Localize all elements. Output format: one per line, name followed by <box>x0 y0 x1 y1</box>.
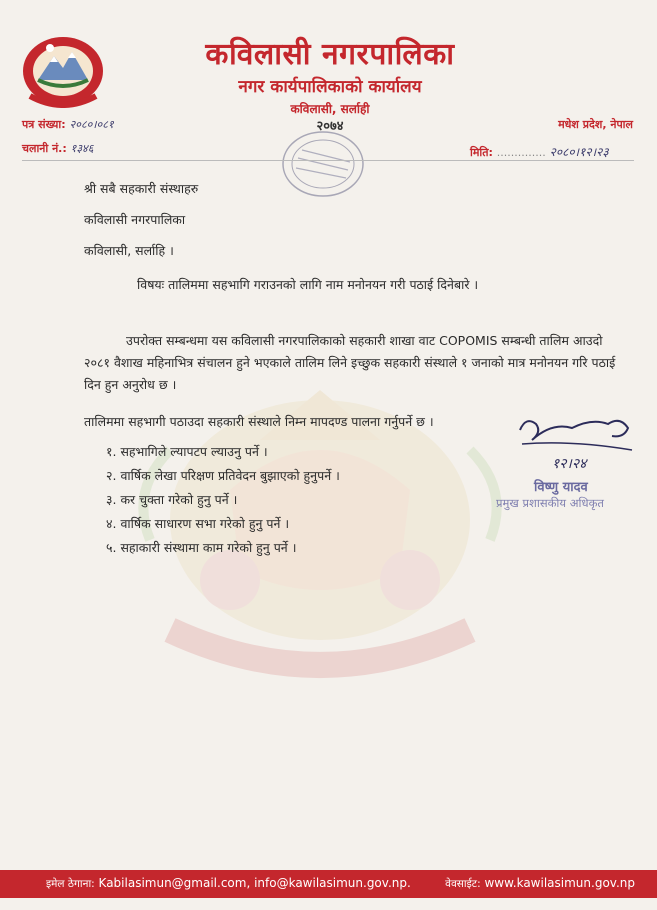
recipient-line-2: कविलासी नगरपालिका <box>84 212 186 227</box>
chalani-number <box>22 141 94 156</box>
date-dots: .............. <box>496 146 546 159</box>
header-divider <box>22 160 634 161</box>
chalani-label: चलानी नं.: <box>22 142 67 155</box>
office-name: नगर कार्यपालिकाको कार्यालय <box>238 77 422 97</box>
established-year: २०७४ <box>316 119 344 134</box>
subject-line: विषयः तालिममा सहभागि गराउनको लागि नाम मनोनयन गरी पठाई दिनेबारे । <box>137 277 479 292</box>
svg-text:१२।२४: १२।२४ <box>552 456 587 472</box>
chalani-value: १३४६ <box>70 142 94 155</box>
date-label: मिति: <box>470 146 493 159</box>
criteria-item: १. सहभागिले ल्यापटप ल्याउनु पर्ने । <box>106 444 268 459</box>
footer-email <box>46 876 411 891</box>
province-country: मधेश प्रदेश, नेपाल <box>558 118 633 131</box>
signer-title: प्रमुख प्रशासकीय अधिकृत <box>496 496 604 510</box>
patra-label: पत्र संख्या: <box>22 118 66 131</box>
municipality-logo <box>20 34 106 108</box>
footer-bar <box>0 870 657 898</box>
recipient-line-3: कविलासी, सर्लाहि । <box>84 243 174 258</box>
body-paragraph-1: उपरोक्त सम्बन्धमा यस कविलासी नगरपालिकाको सहकारी शाखा वाट COPOMIS सम्बन्धी तालिम आउदो २०८१ वैशाख महिनाभित्र संचालन हुने भएकाले तालिम लिने इच्छुक सहकारी संस्थाले १ जनाको मात्र मनोनयन गरि पठाई दिन हुन अनुरोध छ । <box>84 333 616 392</box>
date-value: २०८०।१२।२३ <box>549 145 609 159</box>
email-label: इमेल ठेगाना: <box>46 878 95 890</box>
email-value[interactable]: Kabilasimun@gmail.com, info@kawilasimun.gov.np. <box>98 876 411 890</box>
criteria-item: २. वार्षिक लेखा परिक्षण प्रतिवेदन बुझाएको हुनुपर्ने । <box>106 468 340 483</box>
patra-value: २०८०।०८१ <box>69 118 114 131</box>
locality: कविलासी, सर्लाही <box>290 102 370 116</box>
handwritten-signature <box>512 410 642 474</box>
org-name: कविलासी नगरपालिका <box>205 37 455 72</box>
criteria-item: ४. वार्षिक साधारण सभा गरेको हुनु पर्ने । <box>106 516 290 531</box>
footer-website <box>445 876 635 891</box>
body-paragraph-2: तालिममा सहभागी पठाउदा सहकारी संस्थाले निम्न मापदण्ड पालना गर्नुपर्ने छ । <box>84 414 434 429</box>
website-value[interactable]: www.kawilasimun.gov.np <box>484 876 635 890</box>
website-label: वेवसाईट: <box>445 878 481 890</box>
recipient-line-1: श्री सबै सहकारी संस्थाहरु <box>84 181 199 196</box>
criteria-item: ५. सहाकारी संस्थामा काम गरेको हुनु पर्ने । <box>106 540 297 555</box>
office-seal-stamp <box>268 120 378 202</box>
signer-name: विष्णु यादव <box>534 480 588 495</box>
date-line <box>470 143 609 160</box>
criteria-item: ३. कर चुक्ता गरेको हुनु पर्ने । <box>106 492 238 507</box>
patra-sankhya <box>22 117 114 132</box>
